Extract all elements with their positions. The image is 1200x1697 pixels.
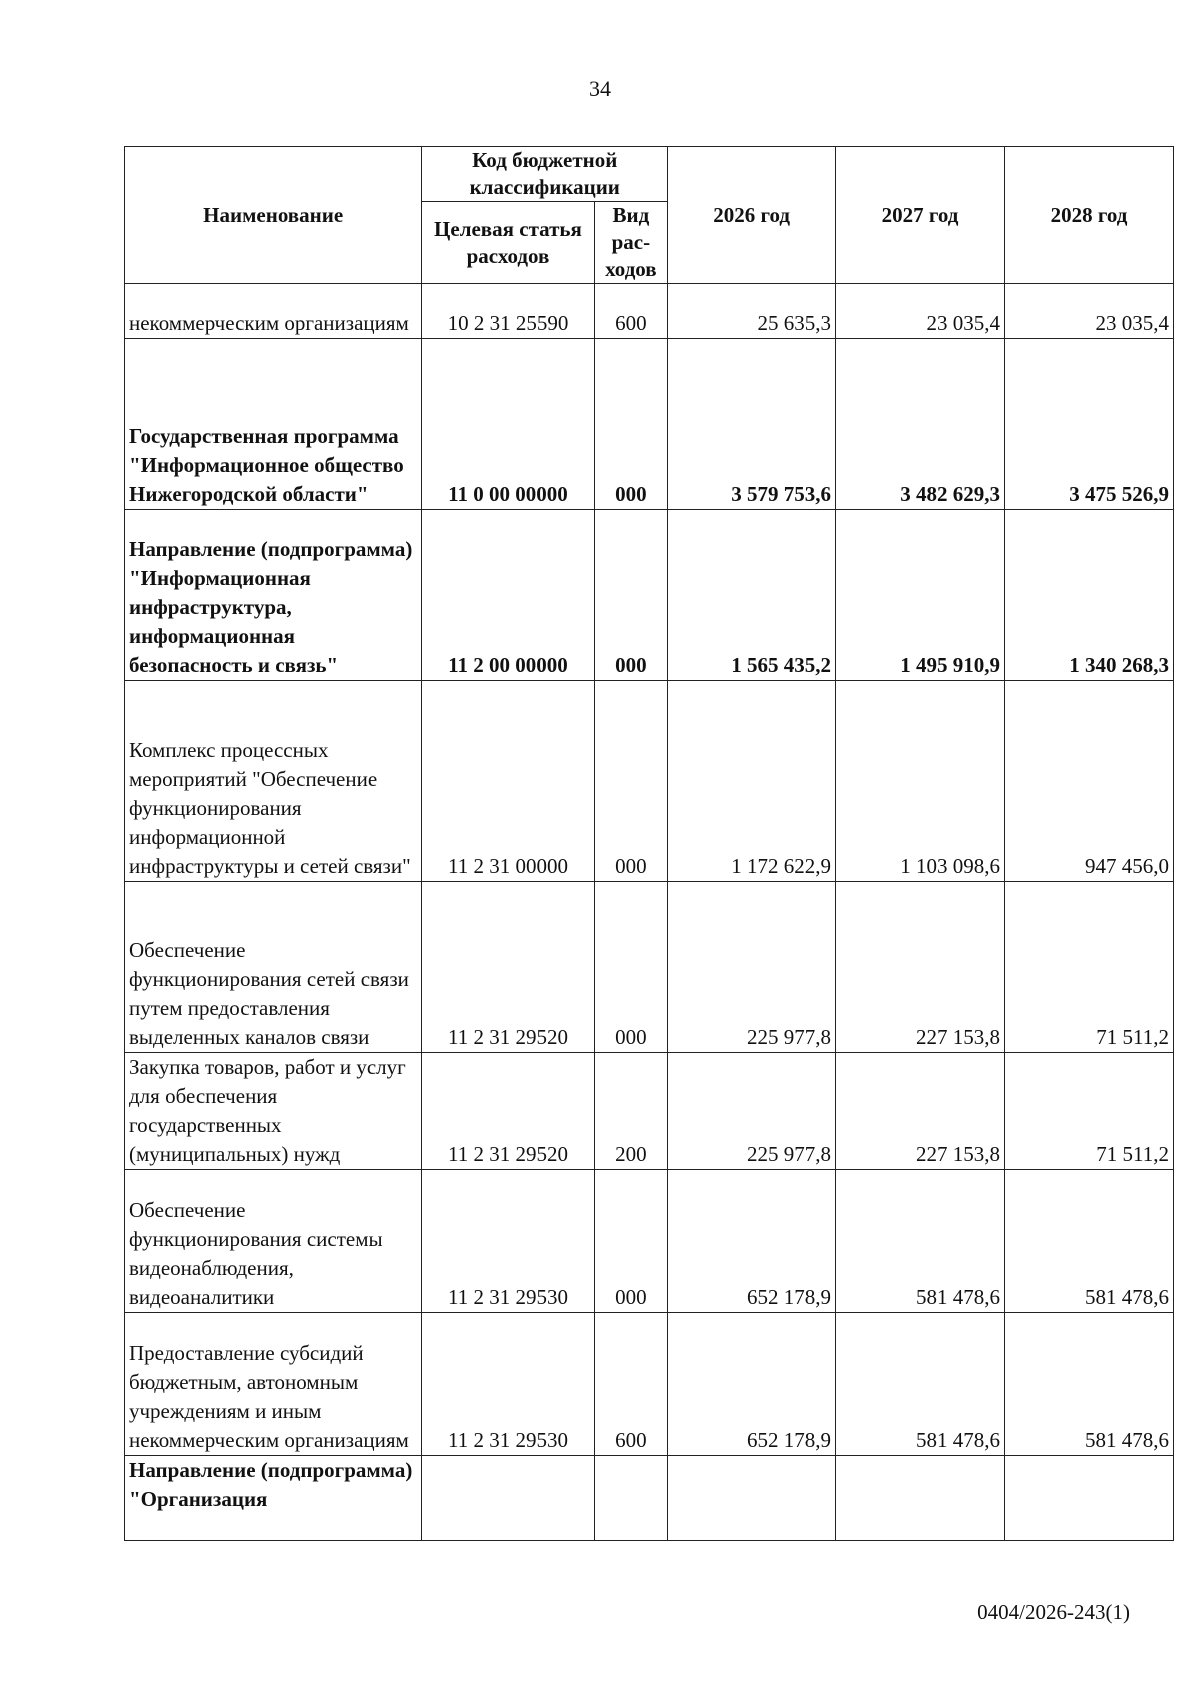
row-2027: 581 478,6 (836, 1313, 1005, 1456)
row-2028: 71 511,2 (1004, 882, 1173, 1053)
table-row (125, 1456, 1174, 1541)
row-2028 (1004, 1456, 1173, 1541)
row-2027: 23 035,4 (836, 284, 1005, 339)
table-row (125, 1313, 1174, 1456)
table-row (125, 1053, 1174, 1170)
row-2028: 581 478,6 (1004, 1313, 1173, 1456)
row-2026: 225 977,8 (668, 882, 836, 1053)
row-2028: 1 340 268,3 (1004, 510, 1173, 681)
row-code (422, 1456, 594, 1541)
col-header-2026: 2026 год (668, 147, 836, 284)
row-2028: 947 456,0 (1004, 681, 1173, 882)
row-kind: 000 (594, 681, 668, 882)
table-row (125, 681, 1174, 882)
row-2027 (836, 1456, 1005, 1541)
row-2027: 581 478,6 (836, 1170, 1005, 1313)
row-code: 11 2 31 29530 (422, 1170, 594, 1313)
row-2028: 3 475 526,9 (1004, 339, 1173, 510)
row-kind: 000 (594, 1170, 668, 1313)
row-2026: 25 635,3 (668, 284, 836, 339)
row-name: Обеспечение функционирования системы видеонаблюдения, видеоаналитики (125, 1170, 422, 1313)
row-kind: 600 (594, 284, 668, 339)
row-2028: 23 035,4 (1004, 284, 1173, 339)
row-kind (594, 1456, 668, 1541)
row-code: 11 2 31 29530 (422, 1313, 594, 1456)
row-kind: 200 (594, 1053, 668, 1170)
row-2027: 1 103 098,6 (836, 681, 1005, 882)
col-header-kind: Вид рас-ходов (594, 202, 668, 284)
row-2026: 652 178,9 (668, 1170, 836, 1313)
row-2027: 227 153,8 (836, 1053, 1005, 1170)
row-name: некоммерческим организациям (125, 284, 422, 339)
row-name: Государственная программа "Информационное общество Нижегородской области" (125, 339, 422, 510)
row-2026: 1 172 622,9 (668, 681, 836, 882)
table-row (125, 339, 1174, 510)
row-name: Предоставление субсидий бюджетным, автономным учреждениям и иным некоммерческим организациям (125, 1313, 422, 1456)
row-code: 11 2 31 29520 (422, 1053, 594, 1170)
col-header-name: Наименование (125, 147, 422, 284)
row-2028: 71 511,2 (1004, 1053, 1173, 1170)
row-kind: 000 (594, 339, 668, 510)
row-code: 11 2 00 00000 (422, 510, 594, 681)
row-2026 (668, 1456, 836, 1541)
row-name: Закупка товаров, работ и услуг для обеспечения государственных (муниципальных) нужд (125, 1053, 422, 1170)
row-2026: 225 977,8 (668, 1053, 836, 1170)
document-code: 0404/2026-243(1) (977, 1600, 1130, 1624)
row-code: 11 0 00 00000 (422, 339, 594, 510)
budget-table (124, 146, 1174, 1541)
page-number: 34 (589, 76, 611, 101)
row-2026: 1 565 435,2 (668, 510, 836, 681)
row-2026: 652 178,9 (668, 1313, 836, 1456)
row-2027: 1 495 910,9 (836, 510, 1005, 681)
row-2028: 581 478,6 (1004, 1170, 1173, 1313)
col-header-target: Целевая статья расходов (422, 202, 594, 284)
row-code: 10 2 31 25590 (422, 284, 594, 339)
table-row (125, 1170, 1174, 1313)
row-name: Комплекс процессных мероприятий "Обеспечение функционирования информационной инфраструктуры и сетей связи" (125, 681, 422, 882)
row-kind: 600 (594, 1313, 668, 1456)
col-header-2027: 2027 год (836, 147, 1005, 284)
header-row-1 (125, 147, 1174, 202)
row-2026: 3 579 753,6 (668, 339, 836, 510)
col-header-kbk: Код бюджетной классификации (422, 147, 668, 202)
table-row (125, 510, 1174, 681)
row-name: Обеспечение функционирования сетей связи путем предоставления выделенных каналов связи (125, 882, 422, 1053)
row-2027: 227 153,8 (836, 882, 1005, 1053)
row-code: 11 2 31 29520 (422, 882, 594, 1053)
row-2027: 3 482 629,3 (836, 339, 1005, 510)
table-row (125, 284, 1174, 339)
row-name: Направление (подпрограмма) "Организация (125, 1456, 422, 1541)
table-row (125, 882, 1174, 1053)
row-name: Направление (подпрограмма) "Информационная инфраструктура, информационная безопасность и связь" (125, 510, 422, 681)
row-kind: 000 (594, 510, 668, 681)
col-header-2028: 2028 год (1004, 147, 1173, 284)
row-code: 11 2 31 00000 (422, 681, 594, 882)
row-kind: 000 (594, 882, 668, 1053)
